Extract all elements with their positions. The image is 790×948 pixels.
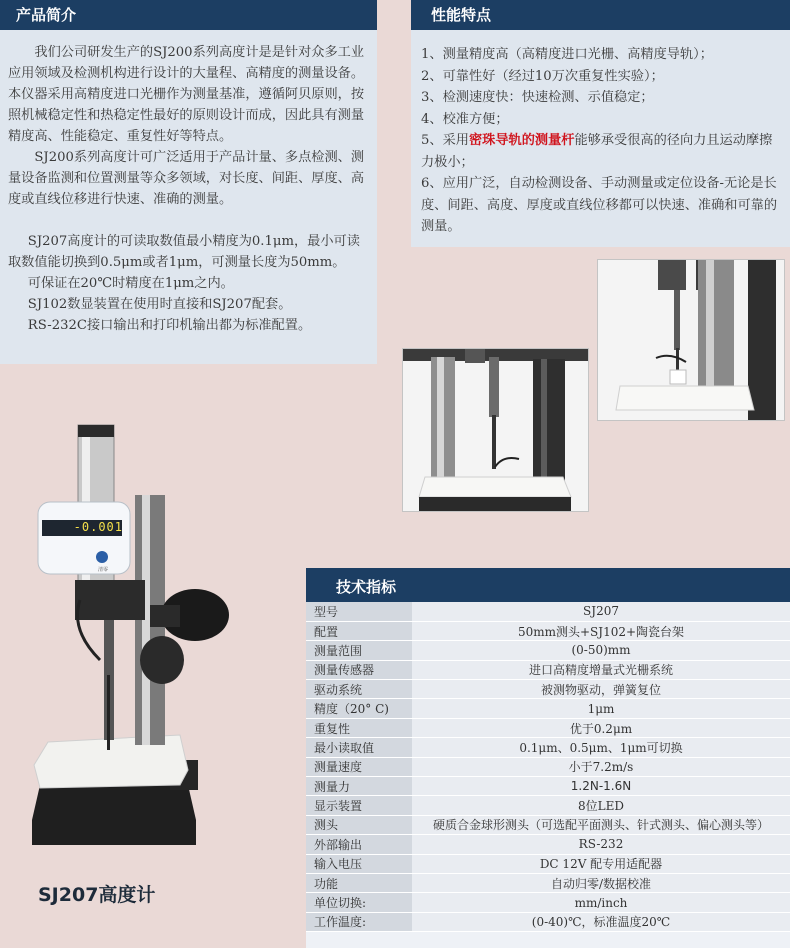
table-row [306,757,790,776]
table-row [306,796,790,815]
table-row [306,854,790,873]
spec-key: 测量范围 [306,641,412,660]
spec-key: 型号 [306,602,412,621]
feature-item [421,109,783,131]
product-image [20,420,250,850]
spec-table [306,602,790,932]
features-list [421,44,783,238]
feature-item [421,66,783,88]
spec-value: mm/inch [412,893,790,912]
spec-key: 驱动系统 [306,680,412,699]
table-row [306,835,790,854]
spec-value: 1.2N-1.6N [412,777,790,796]
intro-paragraph: SJ207高度计的可读取数值最小精度为0.1μm，最小可读取数值能切换到0.5μm或者1μm，可测量长度为50mm。 [8,234,360,270]
table-row [306,641,790,660]
feature-item [421,173,783,238]
table-row [306,912,790,931]
spec-value: (0-50)mm [412,641,790,660]
spec-key: 最小读取值 [306,738,412,757]
spec-value: 50mm测头+SJ102+陶瓷台架 [412,621,790,640]
spec-key: 外部输出 [306,835,412,854]
table-row [306,660,790,679]
table-row [306,893,790,912]
spec-value: 小于7.2m/s [412,757,790,776]
detail-photo-probe [402,348,589,512]
feature-text: 3、检测速度快：快速检测、示值稳定； [421,90,654,105]
feature-text: 2、可靠性好（经过10万次重复性实验）； [421,68,664,84]
intro-paragraph: SJ200系列高度计可广泛适用于产品计量、多点检测、测量设备监测和位置测量等众多领域，对长度、间距、厚度、高度或直线位移进行快速、准确的测量。 [8,150,365,207]
spec-title: 技术指标 [306,568,790,602]
detail-photo-measuring [597,259,785,421]
spec-value: 硬质合金球形测头（可选配平面测头、针式测头、偏心测头等） [412,815,790,834]
feature-item [421,130,783,173]
spec-value: SJ207 [412,602,790,621]
spec-key: 配置 [306,621,412,640]
spec-value: 1μm [412,699,790,718]
spec-value: 0.1μm、0.5μm、1μm可切换 [412,738,790,757]
spec-key: 精度（20° C) [306,699,412,718]
spec-value: 8位LED [412,796,790,815]
zero-button-label: 清零 [97,567,108,573]
spec-value: RS-232 [412,835,790,854]
product-name: SJ207高度计 [38,884,156,906]
spec-key: 测量速度 [306,757,412,776]
intro-paragraph: 可保证在20℃时精度在1μm之内。 [27,276,234,291]
spec-value: (0-40)℃，标准温度20℃ [412,912,790,931]
spec-key: 显示装置 [306,796,412,815]
intro-paragraph: SJ102数显装置在使用时直接和SJ207配套。 [27,297,292,312]
spec-key: 测量力 [306,777,412,796]
spec-value: DC 12V 配专用适配器 [412,854,790,873]
features-panel [411,0,790,247]
table-row [306,699,790,718]
table-row [306,621,790,640]
intro-title: 产品简介 [0,0,377,30]
feature-text: 6、应用广泛，自动检测设备、手动测量或定位设备-无论是长度、间距、高度、厚度或直线位移都可以快速、准确和可靠的测量。 [421,176,778,234]
feature-text: 5、采用 [421,133,469,148]
intro-paragraph: RS-232C接口输出和打印机输出都为标准配置。 [27,318,312,333]
spec-key: 功能 [306,873,412,892]
spec-value: 进口高精度增量式光栅系统 [412,660,790,679]
spec-value: 被测物驱动，弹簧复位 [412,680,790,699]
feature-item [421,87,783,109]
table-row [306,873,790,892]
spec-value: 自动归零/数据校准 [412,873,790,892]
spec-key: 单位切换: [306,893,412,912]
table-row [306,738,790,757]
feature-item [421,44,783,66]
feature-text: 能够承受很高的径向力且运动摩擦力极小； [421,133,773,170]
intro-body [8,42,368,336]
table-row [306,777,790,796]
display-reading-text: -0.001 [73,520,123,534]
table-row [306,815,790,834]
spec-key: 测量传感器 [306,660,412,679]
feature-text: 1、测量精度高（高精度进口光栅、高精度导轨）； [421,47,713,62]
spec-key: 输入电压 [306,854,412,873]
table-row [306,680,790,699]
features-title: 性能特点 [411,0,790,30]
table-row [306,718,790,737]
spec-value: 优于0.2μm [412,718,790,737]
feature-text: 4、校准方便； [421,111,509,127]
spec-key: 重复性 [306,718,412,737]
feature-highlight: 密珠导轨的测量杆 [468,133,575,148]
table-row [306,602,790,621]
spec-key: 工作温度: [306,912,412,931]
spec-key: 测头 [306,815,412,834]
intro-paragraph: 我们公司研发生产的SJ200系列高度计是是针对众多工业应用领域及检测机构进行设计的大量程、高精度的测量设备。本仪器采用高精度进口光栅作为测量基准，遵循阿贝原则，按照机械稳定性和热稳定性最好的原则设计而成，因此具有测量精度高、性能稳定、重复性好等特点。 [8,45,365,144]
intro-panel [0,0,377,364]
